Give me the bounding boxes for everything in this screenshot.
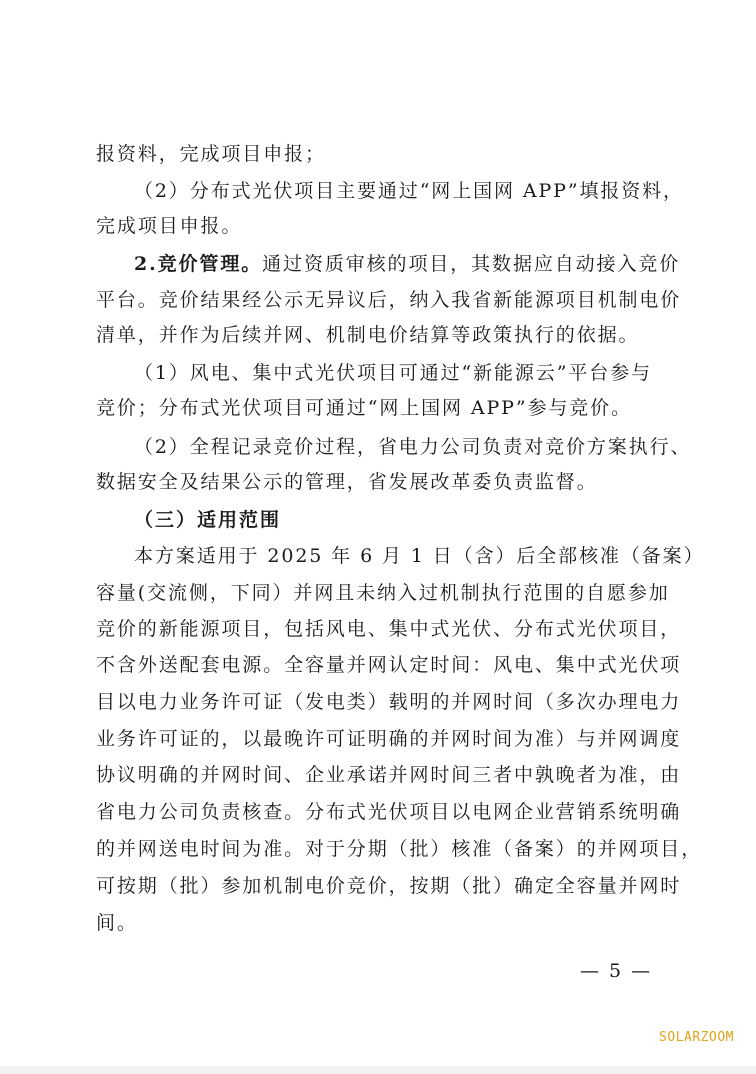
paragraph-line: （2）分布式光伏项目主要通过“网上国网 APP”填报资料， xyxy=(134,180,684,202)
paragraph-line-with-lead xyxy=(134,251,681,277)
paragraph-text: 通过资质审核的项目，其数据应自动接入竞价 xyxy=(262,253,681,275)
paragraph-line: 省电力公司负责核查。分布式光伏项目以电网企业营销系统明确 xyxy=(96,801,682,823)
section-heading: （三）适用范围 xyxy=(134,509,282,531)
paragraph-line: （2）全程记录竞价过程，省电力公司负责对竞价方案执行、 xyxy=(134,436,692,458)
paragraph-line: 目以电力业务许可证（发电类）载明的并网时间（多次办理电力 xyxy=(96,691,682,713)
paragraph-line: 报资料，完成项目申报； xyxy=(96,143,326,165)
page-bottom-edge xyxy=(0,1066,756,1074)
paragraph-line: 竞价；分布式光伏项目可通过“网上国网 APP”参与竞价。 xyxy=(96,397,632,419)
watermark-logo: SOLARZOOM xyxy=(659,1030,734,1045)
paragraph-line: 清单，并作为后续并网、机制电价结算等政策执行的依据。 xyxy=(96,324,640,346)
paragraph-line: 完成项目申报。 xyxy=(96,215,243,237)
paragraph-line: 容量(交流侧，下同）并网且未纳入过机制执行范围的自愿参加 xyxy=(96,582,670,604)
paragraph-line: 可按期（批）参加机制电价竞价，按期（批）确定全容量并网时 xyxy=(96,875,682,897)
paragraph-line: 数据安全及结果公示的管理，省发展改革委负责监督。 xyxy=(96,471,598,493)
paragraph-line: （1）风电、集中式光伏项目可通过“新能源云”平台参与 xyxy=(134,362,652,384)
section-lead: 2.竞价管理。 xyxy=(134,253,263,275)
page-number: — 5 — xyxy=(580,960,653,982)
paragraph-line: 业务许可证的，以最晚许可证明确的并网时间为准）与并网调度 xyxy=(96,728,682,750)
paragraph-line: 不含外送配套电源。全容量并网认定时间：风电、集中式光伏项 xyxy=(96,654,682,676)
paragraph-line: 协议明确的并网时间、企业承诺并网时间三者中孰晚者为准，由 xyxy=(96,764,682,786)
paragraph-line: 竞价的新能源项目，包括风电、集中式光伏、分布式光伏项目， xyxy=(96,618,682,640)
paragraph-line: 的并网送电时间为准。对于分期（批）核准（备案）的并网项目， xyxy=(96,838,703,860)
paragraph-line: 本方案适用于 2025 年 6 月 1 日（含）后全部核准（备案） xyxy=(134,545,705,567)
paragraph-line: 平台。竞价结果经公示无异议后，纳入我省新能源项目机制电价 xyxy=(96,289,682,311)
paragraph-line: 间。 xyxy=(96,912,138,934)
